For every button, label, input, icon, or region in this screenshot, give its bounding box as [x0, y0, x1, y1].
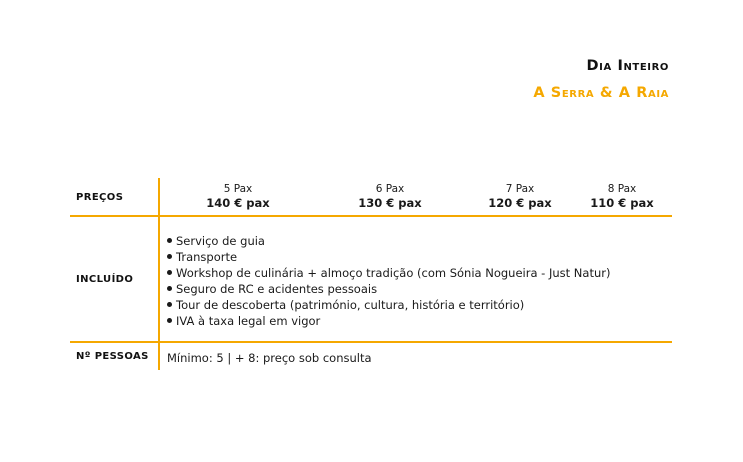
table-divider-includes	[70, 341, 672, 343]
table-divider-prices	[70, 215, 672, 217]
price-value: 130 € pax	[358, 196, 422, 210]
list-item: Workshop de culinária + almoço tradição (com Sónia Nogueira - Just Natur)	[167, 265, 610, 281]
precos-label: PREÇOS	[76, 192, 124, 203]
includes-list	[167, 233, 610, 329]
bullet-icon	[167, 318, 172, 323]
price-value: 120 € pax	[488, 196, 552, 210]
price-pax: 6 Pax	[375, 183, 405, 195]
list-item: Serviço de guia	[167, 233, 610, 249]
price-pax: 8 Pax	[607, 183, 637, 195]
price-column-7	[465, 183, 575, 211]
page-title: Dia Inteiro	[586, 58, 669, 74]
header	[533, 58, 669, 101]
pessoas-label: Nº PESSOAS	[76, 351, 149, 362]
price-column-5	[183, 183, 293, 211]
price-column-6	[335, 183, 445, 211]
incluido-label: INCLUÍDO	[76, 274, 134, 285]
list-item: Seguro de RC e acidentes pessoais	[167, 281, 610, 297]
pessoas-text: Mínimo: 5 | + 8: preço sob consulta	[167, 351, 372, 365]
bullet-icon	[167, 238, 172, 243]
price-value: 140 € pax	[206, 196, 270, 210]
list-item: IVA à taxa legal em vigor	[167, 313, 610, 329]
price-pax: 5 Pax	[223, 183, 253, 195]
list-item: Transporte	[167, 249, 610, 265]
page-subtitle: A Serra & A Raia	[533, 85, 669, 101]
bullet-icon	[167, 254, 172, 259]
price-pax: 7 Pax	[505, 183, 535, 195]
bullet-icon	[167, 302, 172, 307]
bullet-icon	[167, 270, 172, 275]
price-value: 110 € pax	[590, 196, 654, 210]
bullet-icon	[167, 286, 172, 291]
price-column-8	[567, 183, 677, 211]
list-item: Tour de descoberta (património, cultura, história e território)	[167, 297, 610, 313]
